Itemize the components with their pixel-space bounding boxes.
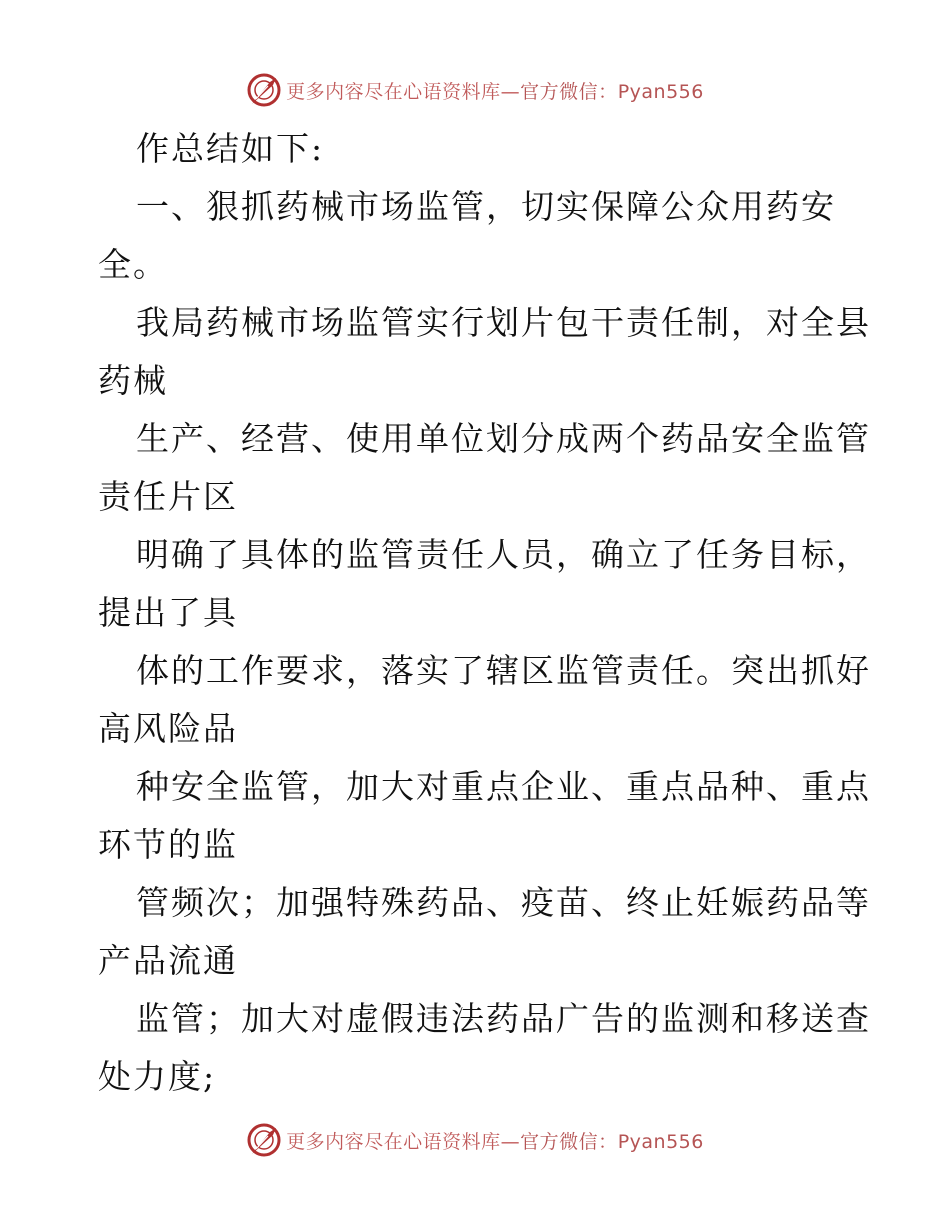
text-line: 管频次；加强特殊药品、疫苗、终止妊娠药品等: [136, 883, 871, 922]
text-line: 责任片区: [98, 477, 238, 516]
text-line: 监管；加大对虚假违法药品广告的监测和移送查: [136, 999, 871, 1038]
text-line: 全。: [98, 245, 168, 284]
section-heading: 一、狠抓药械市场监管，切实保障公众用药安: [136, 187, 836, 226]
header-wechat-label: 官方微信：: [520, 80, 618, 103]
text-line: 体的工作要求，落实了辖区监管责任。突出抓好: [136, 651, 871, 690]
text-line: 我局药械市场监管实行划片包干责任制，对全县: [136, 303, 871, 342]
document-body: [98, 120, 871, 1106]
text-line: 处力度;: [98, 1057, 217, 1096]
header-wechat-id: Pyan556: [617, 80, 704, 103]
footer-wechat-id: Pyan556: [617, 1130, 704, 1153]
text-line: 药械: [98, 361, 168, 400]
text-line: 高风险品: [98, 709, 238, 748]
text-line: 产品流通: [98, 941, 238, 980]
footer-site-name: 更多内容尽在心语资料库—: [286, 1130, 521, 1153]
footer-banner-text: [286, 1127, 704, 1154]
quill-logo-icon: [246, 72, 282, 108]
header-banner-text: [286, 77, 704, 104]
text-line: 提出了具: [98, 593, 238, 632]
quill-logo-icon: [246, 1122, 282, 1158]
footer-banner: [0, 1120, 950, 1160]
text-line: 种安全监管，加大对重点企业、重点品种、重点: [136, 767, 871, 806]
text-line: 环节的监: [98, 825, 238, 864]
text-line: 作总结如下:: [136, 129, 325, 168]
text-line: 生产、经营、使用单位划分成两个药品安全监管: [136, 419, 871, 458]
text-line: 明确了具体的监管责任人员，确立了任务目标，: [136, 535, 871, 574]
header-site-name: 更多内容尽在心语资料库—: [286, 80, 521, 103]
header-banner: [0, 70, 950, 110]
footer-wechat-label: 官方微信：: [520, 1130, 618, 1153]
